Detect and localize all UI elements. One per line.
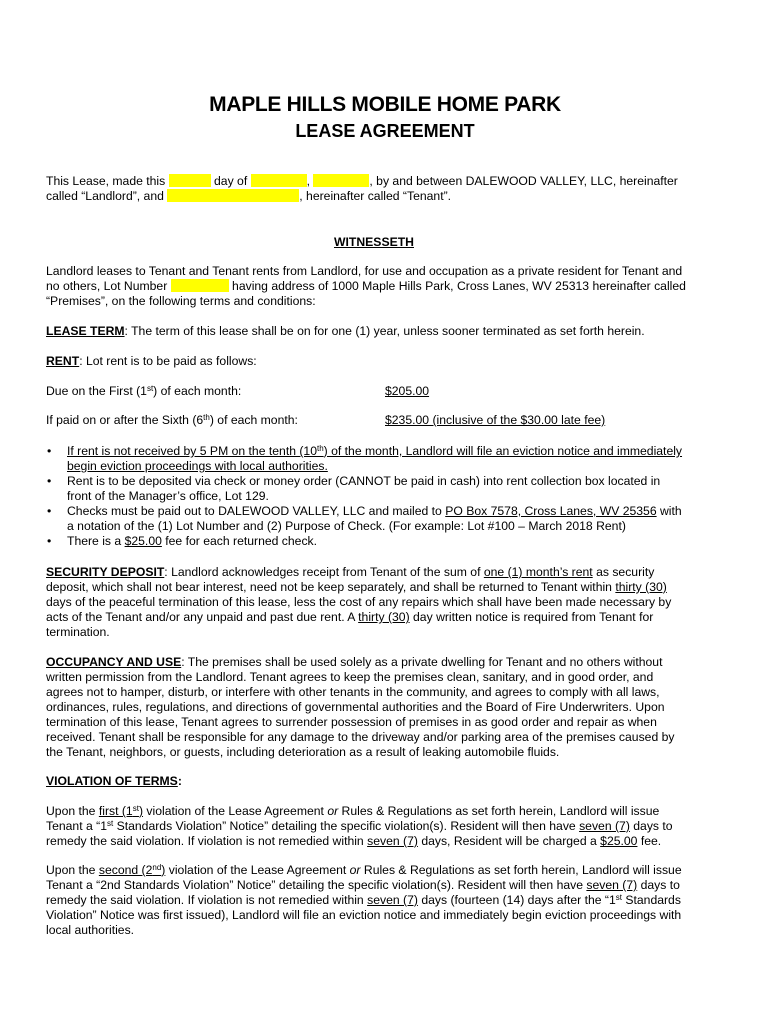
superscript: st — [132, 804, 139, 813]
occupancy-line: the Tenant, neighbors, or guests, including deterioration as a result of leaking automobile fluids. — [46, 745, 560, 759]
violation-text: ) — [161, 863, 166, 877]
list-item-text: ) of the month, Landlord will file an eviction notice and immediately — [323, 444, 683, 458]
bullet-icon: • — [47, 444, 52, 458]
superscript: st — [146, 384, 154, 393]
rent-due-label: Due on the First (1 — [46, 384, 147, 398]
month-blank-field[interactable] — [251, 174, 307, 187]
rent-late-label: ) of each month: — [209, 413, 298, 427]
violation-text: second (2 — [98, 863, 153, 877]
occupancy-line: written permission from the Landlord. Tenant agrees to keep the premises clean, sanitary, and in good order, and — [46, 670, 654, 684]
lease-term-heading: LEASE TERM — [46, 324, 125, 338]
occupancy-paragraph — [46, 655, 702, 760]
intro-text: called “Landlord”, and — [46, 189, 164, 203]
list-item-line — [67, 534, 702, 549]
violation-text: seven (7) — [586, 878, 638, 892]
violation-text: seven (7) — [367, 834, 418, 848]
list-item — [46, 474, 702, 504]
intro-text: This Lease, made this — [46, 174, 166, 188]
violation-text: first (1 — [98, 804, 133, 818]
violation-text: seven (7) — [367, 893, 418, 907]
premises-paragraph — [46, 264, 702, 309]
violation-text: seven (7) — [579, 819, 630, 833]
intro-line-2 — [46, 189, 702, 204]
lease-term-paragraph — [46, 324, 702, 339]
list-item-line: begin eviction proceedings with local authorities. — [67, 459, 328, 473]
security-text: : Landlord acknowledges receipt from Tenant of the sum of — [164, 565, 481, 579]
violation-text: violation of the Lease Agreement — [168, 863, 347, 877]
violation-line: Violation” Notice was first issued), Landlord will file an eviction notice and immediately begin eviction proceedings with — [46, 908, 682, 922]
tenant-name-blank-field[interactable] — [167, 189, 299, 202]
intro-paragraph — [46, 174, 702, 204]
bullet-icon: • — [47, 474, 52, 488]
document-title: MAPLE HILLS MOBILE HOME PARK — [209, 93, 561, 116]
superscript: nd — [152, 863, 162, 872]
security-line: days of the peaceful termination of this lease, less the cost of any repairs which shall have been made necessary by — [46, 595, 672, 609]
rent-paragraph — [46, 354, 702, 369]
list-item-text: with — [660, 504, 682, 518]
violation-heading-colon: : — [177, 774, 182, 788]
bullet-icon: • — [47, 504, 52, 518]
rent-due-row — [46, 384, 702, 399]
violation-text: Rules & Regulations as set forth herein, Landlord will issue — [363, 863, 682, 877]
security-text: as security — [596, 565, 655, 579]
list-item-line: front of the Manager’s office, Lot 129. — [67, 489, 269, 503]
security-deposit-heading: SECURITY DEPOSIT — [46, 565, 165, 579]
violation-line: local authorities. — [46, 923, 135, 937]
violation-line — [46, 893, 702, 908]
returned-check-fee: $25.00 — [124, 534, 162, 548]
violation-text: days to — [633, 819, 673, 833]
list-item-text: fee for each returned check. — [165, 534, 318, 548]
occupancy-line — [46, 655, 702, 670]
rent-late-label: If paid on or after the Sixth (6 — [46, 413, 204, 427]
occupancy-line: termination of this lease, Tenant agrees to surrender possession of premises in as good order and repair as when — [46, 715, 657, 729]
occupancy-line: received. Tenant shall be responsible for any damage to the driveway and/or parking area of the premises caused by — [46, 730, 675, 744]
violation-text: violation of the Lease Agreement — [146, 804, 324, 818]
violation-text: Standards Violation” Notice” detailing the specific violation(s). Resident will then have — [116, 819, 576, 833]
witnesseth-heading — [46, 235, 702, 250]
violation-heading: VIOLATION OF TERMS — [46, 774, 178, 788]
occupancy-line: agrees not to hamper, disturb, or interfere with other tenants in the community, and agrees to comply with all laws, — [46, 685, 660, 699]
rent-late-amount: $235.00 (inclusive of the $30.00 late fee) — [385, 413, 606, 427]
violation-heading-paragraph — [46, 774, 702, 789]
violation-text: Upon the — [46, 863, 96, 877]
second-violation-paragraph — [46, 863, 702, 938]
occupancy-line: ordinances, rules, regulations, and directions of governmental authorities and the Board of Fire Underwriters. Upon — [46, 700, 665, 714]
security-text: thirty (30) — [615, 580, 667, 594]
rent-text: : Lot rent is to be paid as follows: — [79, 354, 257, 368]
premises-line: Landlord leases to Tenant and Tenant rents from Landlord, for use and occupation as a private resident for Tenant and — [46, 264, 683, 278]
violation-line — [46, 863, 702, 878]
day-blank-field[interactable] — [169, 174, 211, 187]
list-item-text: There is a — [67, 534, 122, 548]
superscript: th — [316, 444, 324, 453]
list-item-line: Rent is to be deposited via check or money order (CANNOT be paid in cash) into rent collection box located in — [67, 474, 661, 488]
violation-text — [99, 863, 166, 877]
violation-text: Rules & Regulations as set forth herein, Landlord will issue — [341, 804, 660, 818]
list-item-line: a notation of the (1) Lot Number and (2) Purpose of Check. (For example: Lot #100 – March 2018 Rent) — [67, 519, 626, 533]
year-blank-field[interactable] — [313, 174, 369, 187]
rent-due-label: ) of each month: — [153, 384, 242, 398]
list-item-text: If rent is not received by 5 PM on the tenth (10 — [67, 444, 317, 458]
rent-heading: RENT — [46, 354, 80, 368]
violation-line — [46, 819, 702, 834]
violation-text: or — [327, 804, 339, 818]
violation-text: days (fourteen (14) days after the “1 — [421, 893, 616, 907]
violation-fee: $25.00 — [600, 834, 638, 848]
intro-text: , — [306, 174, 310, 188]
violation-text: Tenant a “1 — [46, 819, 107, 833]
list-item — [46, 504, 702, 534]
security-text: day written notice is required from Tenant for — [413, 610, 654, 624]
violation-text: remedy the said violation. If violation is not remedied within — [46, 893, 364, 907]
list-item-line — [67, 444, 702, 459]
rent-rules-list — [46, 444, 702, 549]
violation-text: Upon the — [46, 804, 96, 818]
rent-late-row — [46, 413, 702, 428]
intro-text: , by and between DALEWOOD VALLEY, LLC, hereinafter — [369, 174, 678, 188]
occupancy-heading: OCCUPANCY AND USE — [46, 655, 182, 669]
violation-text: ) — [138, 804, 144, 818]
security-line — [46, 565, 702, 580]
violation-text — [99, 804, 143, 818]
violation-text: or — [349, 863, 361, 877]
security-line — [46, 610, 702, 625]
violation-line — [46, 804, 702, 819]
security-deposit-paragraph — [46, 565, 702, 640]
violation-text: Standards — [625, 893, 681, 907]
intro-text: day of — [214, 174, 248, 188]
violation-line — [46, 834, 702, 849]
first-violation-paragraph — [46, 804, 702, 849]
bullet-icon: • — [47, 534, 52, 548]
superscript: th — [203, 413, 210, 422]
intro-line-1 — [46, 174, 702, 189]
violation-text: Tenant a “2nd Standards Violation” Notice” detailing the specific violation(s). Resident will then have — [46, 878, 583, 892]
security-text: one (1) month’s rent — [483, 565, 593, 579]
violation-line — [46, 878, 702, 893]
list-item-text: Checks must be paid out to DALEWOOD VALLEY, LLC and mailed to — [67, 504, 442, 518]
superscript: st — [106, 819, 114, 828]
violation-text: remedy the said violation. If violation is not remedied within — [46, 834, 364, 848]
violation-text: days to — [640, 878, 680, 892]
list-item — [46, 444, 702, 474]
premises-text: no others, Lot Number — [46, 279, 168, 293]
security-line: termination. — [46, 625, 110, 639]
violation-text: days, Resident will be charged a — [421, 834, 597, 848]
premises-text: having address of 1000 Maple Hills Park, Cross Lanes, WV 25313 hereinafter called — [232, 279, 686, 293]
lot-number-blank-field[interactable] — [171, 279, 229, 292]
list-item — [46, 534, 702, 549]
security-line — [46, 580, 702, 595]
list-item-line — [67, 504, 702, 519]
superscript: st — [615, 893, 622, 902]
occupancy-text: : The premises shall be used solely as a private dwelling for Tenant and no others without — [181, 655, 663, 669]
security-text: thirty (30) — [358, 610, 410, 624]
violation-text: fee. — [640, 834, 662, 848]
security-text: deposit, which shall not bear interest, need not be keep separately, and shall be returned to Tenant within — [46, 580, 612, 594]
intro-text: , hereinafter called “Tenant”. — [299, 189, 452, 203]
rent-due-amount: $205.00 — [385, 384, 430, 398]
witnesseth-text: WITNESSETH — [334, 235, 414, 249]
document-subtitle: LEASE AGREEMENT — [295, 121, 475, 141]
lease-term-text: : The term of this lease shall be on for one (1) year, unless sooner terminated as set forth herein. — [124, 324, 645, 338]
premises-line: “Premises”, on the following terms and conditions: — [46, 294, 316, 308]
security-text: acts of the Tenant and/or any unpaid and past due rent. A — [46, 610, 355, 624]
mailing-address: PO Box 7578, Cross Lanes, WV 25356 — [445, 504, 657, 518]
premises-line — [46, 279, 702, 294]
